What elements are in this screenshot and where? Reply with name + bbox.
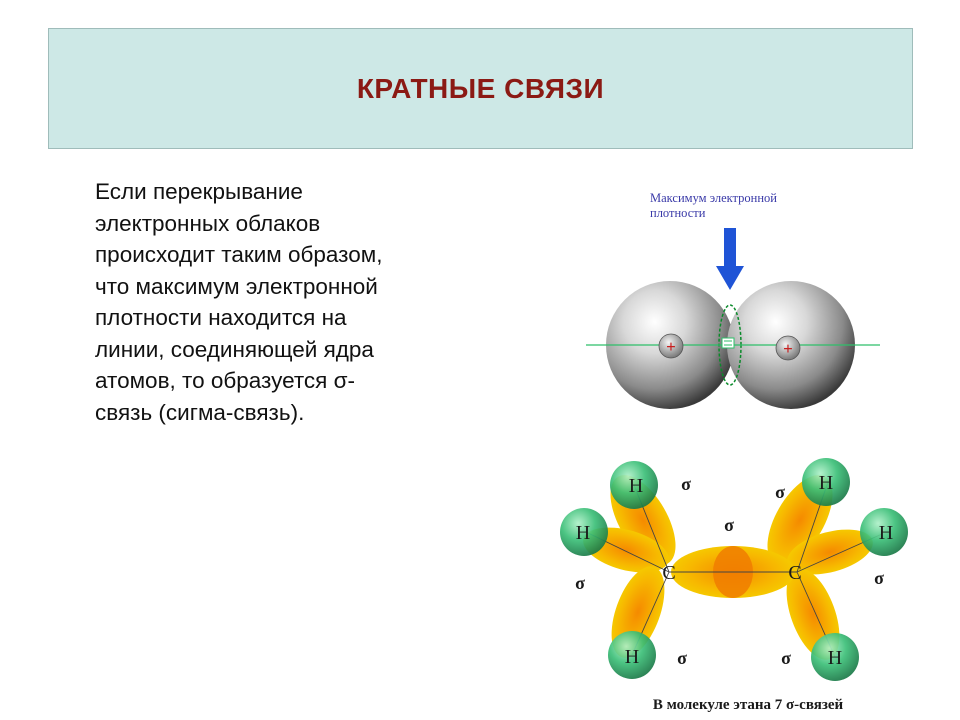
sigma-label: σ	[677, 648, 687, 668]
sigma-label: σ	[575, 573, 585, 593]
paragraph-line: связь (сигма-связь).	[95, 399, 305, 425]
carbon-label: C	[788, 562, 802, 584]
paragraph-line: плотности находится на	[95, 305, 347, 330]
sigma-label: σ	[775, 482, 785, 502]
sigma-label: σ	[681, 474, 691, 494]
paragraph-line: электронных облаков	[95, 210, 321, 236]
ethane-molecule-figure	[548, 452, 920, 720]
definition-paragraph	[95, 176, 455, 428]
paragraph-line: происходит таким образом,	[95, 242, 383, 267]
sigma-label: σ	[781, 648, 791, 668]
paragraph-line: что максимум электронной	[95, 273, 378, 299]
hydrogen-label: H	[624, 646, 640, 668]
hydrogen-label: H	[628, 475, 644, 497]
nucleus-charge-left: +	[666, 337, 676, 356]
sigma-label: σ	[724, 515, 734, 535]
sigma-label: σ	[874, 568, 884, 588]
arrow-down-icon	[716, 228, 744, 290]
density-label-line1: Максимум электронной	[650, 191, 777, 205]
title-banner	[48, 28, 913, 149]
nucleus-charge-right: +	[783, 339, 793, 358]
paragraph-line: Если перекрывание	[95, 179, 303, 204]
paragraph-line: атомов, то образуется σ-	[95, 368, 355, 393]
hydrogen-label: H	[818, 472, 834, 494]
ethane-caption: В молекуле этана 7 σ-связей	[652, 697, 844, 713]
paragraph-line: линии, соединяющей ядра	[95, 336, 374, 362]
density-label-line2: плотности	[650, 206, 706, 220]
orbital-overlap-figure	[578, 180, 888, 420]
hydrogen-label: H	[878, 522, 894, 544]
slide-title: КРАТНЫЕ СВЯЗИ	[356, 72, 605, 104]
carbon-label: C	[662, 562, 676, 584]
hydrogen-label: H	[827, 647, 843, 669]
hydrogen-label: H	[575, 522, 591, 544]
